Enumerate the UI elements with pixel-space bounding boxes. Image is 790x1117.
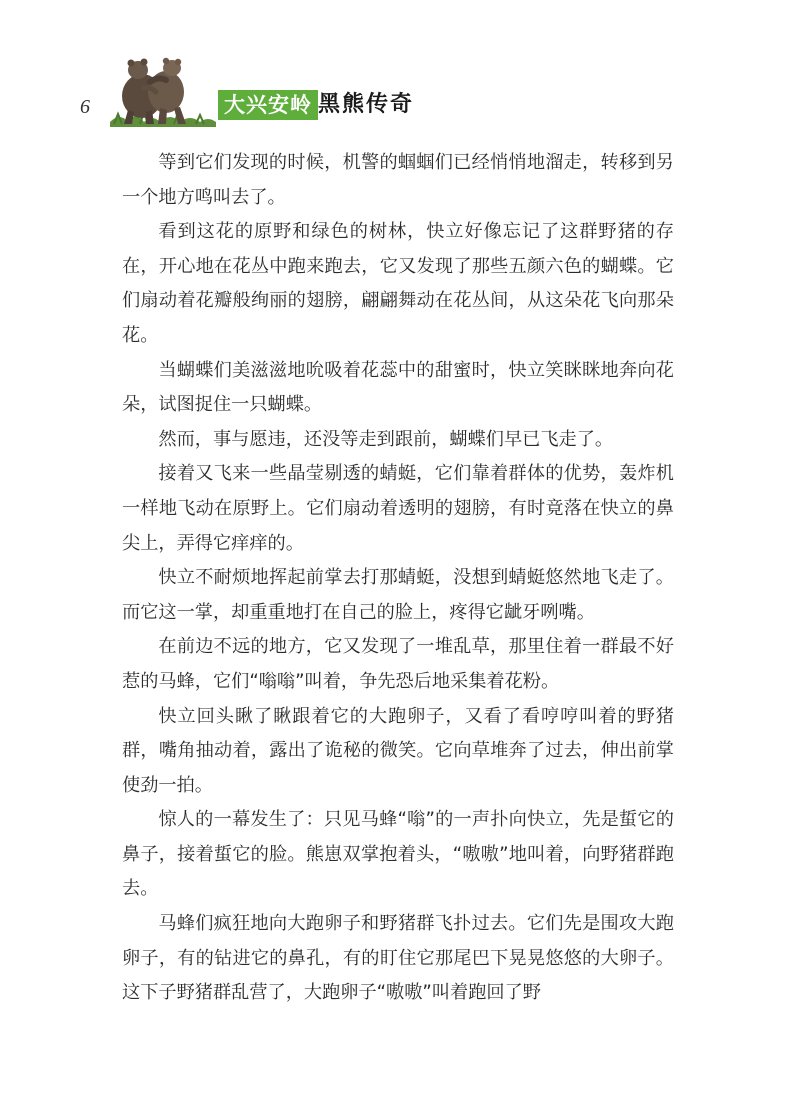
paragraph: 惊人的一幕发生了：只见马蜂“嗡”的一声扑向快立，先是蜇它的鼻子，接着蜇它的脸。熊崽双掌抱着头，“嗷嗷”地叫着，向野猪群跑去。: [122, 809, 674, 900]
bear-illustration-icon: [100, 52, 220, 127]
paragraph: 快立回头瞅了瞅跟着它的大跑卵子，又看了看哼哼叫着的野猪群，嘴角抽动着，露出了诡秘的微笑。它向草堆奔了过去，伸出前掌使劲一拍。: [122, 705, 674, 796]
paragraph: 然而，事与愿违，还没等走到跟前，蝴蝶们早已飞走了。: [158, 428, 614, 450]
page-header: [0, 0, 790, 140]
book-title: 黑熊传奇: [318, 92, 415, 117]
paragraph: 快立不耐烦地挥起前掌去打那蜻蜓，没想到蜻蜓悠然地飞走了。而它这一掌，却重重地打在自己的脸上，疼得它龇牙咧嘴。: [122, 567, 674, 623]
paragraph: 看到这花的原野和绿色的树林，快立好像忘记了这群野猪的存在，开心地在花丛中跑来跑去，它又发现了那些五颜六色的蝴蝶。它们扇动着花瓣般绚丽的翅膀，翩翩舞动在花丛间，从这朵花飞向那朵花。: [122, 221, 674, 346]
page-number: 6: [80, 96, 90, 118]
paragraph: 接着又飞来一些晶莹剔透的蜻蜓，它们靠着群体的优势，轰炸机一样地飞动在原野上。它们扇动着透明的翅膀，有时竟落在快立的鼻尖上，弄得它痒痒的。: [122, 463, 674, 554]
series-title-badge: 大兴安岭: [218, 90, 318, 120]
paragraph: 马蜂们疯狂地向大跑卵子和野猪群飞扑过去。它们先是围攻大跑卵子，有的钻进它的鼻孔，有的盯住它那尾巴下晃晃悠悠的大卵子。这下子野猪群乱营了，大跑卵子“嗷嗷”叫着跑回了野: [122, 913, 674, 1004]
paragraph: 在前边不远的地方，它又发现了一堆乱草，那里住着一群最不好惹的马蜂，它们“嗡嗡”叫着，争先恐后地采集着花粉。: [122, 636, 674, 692]
paragraph: 当蝴蝶们美滋滋地吮吸着花蕊中的甜蜜时，快立笑眯眯地奔向花朵，试图捉住一只蝴蝶。: [122, 359, 674, 416]
body-text: [122, 146, 674, 1011]
paragraph: 等到它们发现的时候，机警的蝈蝈们已经悄悄地溜走，转移到另一个地方鸣叫去了。: [122, 152, 674, 208]
